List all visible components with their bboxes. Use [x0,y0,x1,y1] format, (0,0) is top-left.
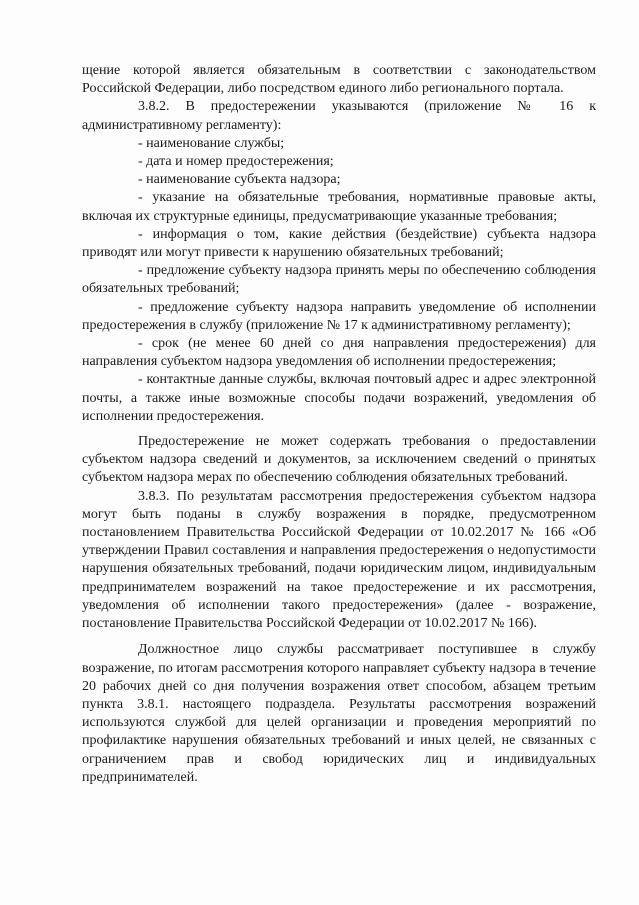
paragraph-3-8-3: 3.8.3. По результатам рассмотрения предостережения субъектом надзора могут быть поданы в службу возражения в порядке, предусмотренном постановлением Правительства Российской Федерации от 10.02.2017 № 166 «Об утверждении Правил составления и направления предостережения о недопустимости нарушения обязательных требований, подачи юридическим лицом, индивидуальным предпринимателем возражений на такое предостережение и их рассмотрения, уведомления об исполнении такого предостережения» (далее - возражение, постановление Правительства Российской Федерации от 10.02.2017 № 166). [82,488,596,632]
paragraph-objection-review: Должностное лицо службы рассматривает поступившее в службу возражение, по итогам рассмотрения которого направляет субъекту надзора в течение 20 рабочих дней со дня получения возражения ответ способом, абзацем третьим пункта 3.8.1. настоящего подраздела. Результаты рассмотрения возражений используются службой для целей организации и проведения мероприятий по профилактике нарушения обязательных требований и иных целей, не связанных с ограничением прав и свобод юридических лиц и индивидуальных предпринимателей. [82,642,596,785]
list-item: - дата и номер предостережения; [138,154,334,170]
list-item: - наименование службы; [138,135,285,151]
list-item: - срок (не менее 60 дней со дня направления предостережения) для направления субъектом надзора уведомления об исполнении предостережения; [82,336,596,370]
list-item: - предложение субъекту надзора принять меры по обеспечению соблюдения обязательных требований; [82,263,596,297]
document-body [82,62,596,787]
list-item: - наименование субъекта надзора; [138,172,341,188]
paragraph-3-8-2: 3.8.2. В предостережении указываются (приложение № 16 к административному регламенту): [82,99,596,133]
paragraph-continuation: щение которой является обязательным в соответствии с законодательством Российской Федерации, либо посредством единого либо регионального портала. [82,63,596,97]
list-item: - предложение субъекту надзора направить уведомление об исполнении предостережения в службу (приложение № 17 к административному регламенту); [82,299,596,333]
list-item: - информация о том, какие действия (бездействие) субъекта надзора приводят или могут привести к нарушению обязательных требований; [82,226,596,261]
list-item: - указание на обязательные требования, нормативные правовые акты, включая их структурные единицы, предусматривающие указанные требования; [82,190,596,224]
paragraph-warning-limit: Предостережение не может содержать требования о предоставлении субъектом надзора сведений и документов, за исключением сведений о принятых субъектом надзора мерах по обеспечению соблюдения обязательных требований. [82,434,596,486]
list-item: - контактные данные службы, включая почтовый адрес и адрес электронной почты, а также иные возможные способы подачи возражений, уведомления об исполнении предостережения. [82,372,596,424]
